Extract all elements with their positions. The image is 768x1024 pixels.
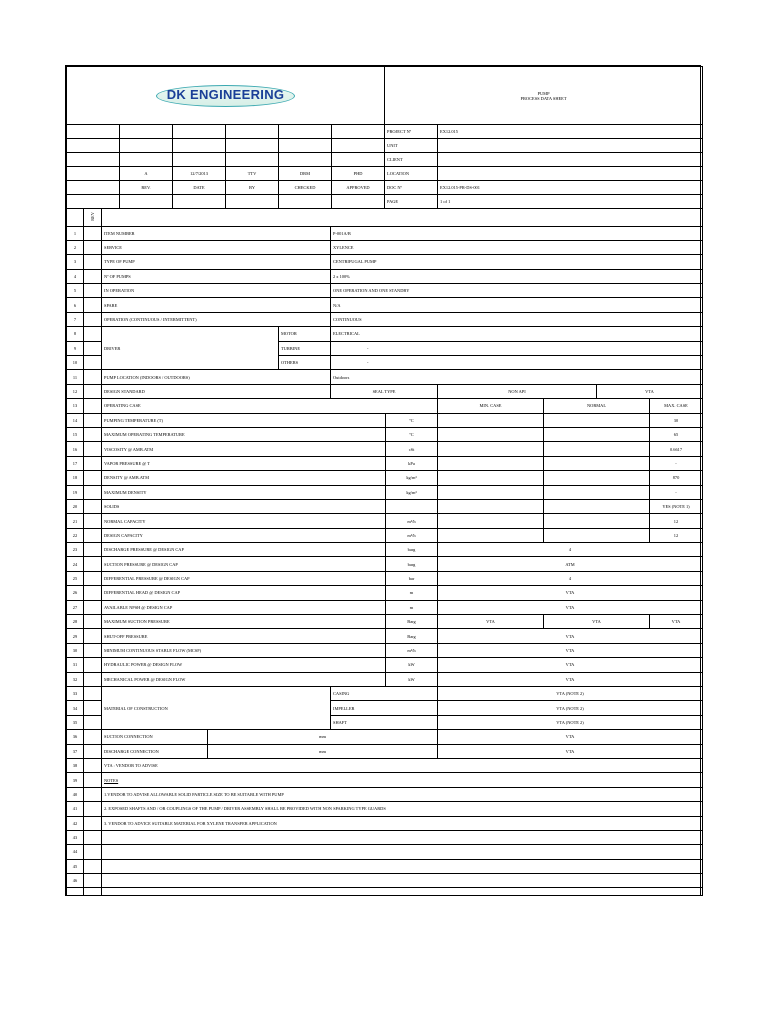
table-row: 14 PUMPING TEMPERATURE (T) ºC 30 xyxy=(67,413,703,427)
client-value xyxy=(438,153,703,167)
table-row: 28 MAXIMUM SUCTION PRESSURE Barg VTA VTA VTA xyxy=(67,615,703,629)
by-value: TTV xyxy=(226,167,279,181)
table-row: 27 AVAILABLE NPSH @ DESIGN CAP m VTA xyxy=(67,600,703,614)
checked-value: DRM xyxy=(279,167,332,181)
location-label: LOCATION xyxy=(385,167,438,181)
table-row: 32 MECHANICAL POWER @ DESIGN FLOW kW VTA xyxy=(67,672,703,686)
table-row: 24 SUCTION PRESSURE @ DESIGN CAP barg ATM xyxy=(67,557,703,571)
rev-column-header: REV xyxy=(84,209,102,226)
checked-header: CHECKED xyxy=(279,181,332,195)
table-row: 36 SUCTION CONNECTION mm VTA xyxy=(67,730,703,744)
company-logo xyxy=(156,85,296,107)
table-row: 40 1.VENDOR TO ADVISE ALLOWABLE SOLID PARTICLE SIZE TO BE SUITABLE WITH PUMP xyxy=(67,787,703,801)
approved-header: APPROVED xyxy=(332,181,385,195)
location-value xyxy=(438,167,703,181)
doc-no-label: DOC Nº xyxy=(385,181,438,195)
table-row: 20 SOLIDS YES (NOTE 1) xyxy=(67,499,703,513)
table-row: 6 SPARE N/A xyxy=(67,298,703,312)
table-row: 37 DISCHARGE CONNECTION mm VTA xyxy=(67,744,703,758)
unit-label: UNIT xyxy=(385,139,438,153)
page-value: 1 of 1 xyxy=(438,195,703,209)
sheet-title: PUMP PROCESS DATA SHEET xyxy=(385,67,703,125)
table-row: 31 HYDRAULIC POWER @ DESIGN FLOW kW VTA xyxy=(67,658,703,672)
table-row: 41 2. EXPOSED SHAFTS AND / OR COUPLINGS OF THE PUMP / DRIVER ASSEMBLY SHALL BE PROVIDED WITH NON SPARKING TYPE GUARDS xyxy=(67,802,703,816)
table-row: 25 DIFFERENTIAL PRESSURE @ DESIGN CAP bar 4 xyxy=(67,571,703,585)
table-row: 10 OTHERS - xyxy=(67,356,703,370)
table-row: 33 MATERIAL OF CONSTRUCTION CASING VTA (NOTE 2) xyxy=(67,687,703,701)
table-row: 16 VISCOSITY @ AMB.ATM cSt 0.6617 xyxy=(67,442,703,456)
table-row: 21 NORMAL CAPACITY m³/h 12 xyxy=(67,514,703,528)
table-row: 22 DESIGN CAPACITY m³/h 12 xyxy=(67,528,703,542)
table-row: 18 DENSITY @ AMB.ATM kg/m³ 870 xyxy=(67,471,703,485)
table-row: 35 SHAFT VTA (NOTE 2) xyxy=(67,715,703,729)
project-no-label: PROJECT Nº xyxy=(385,125,438,139)
logo-cell xyxy=(67,67,385,125)
table-row: 11 PUMP LOCATION (INDOORS / OUTDOORS) Outdoors xyxy=(67,370,703,384)
process-data-table xyxy=(66,209,703,896)
data-sheet xyxy=(65,65,701,896)
table-row: 23 DISCHARGE PRESSURE @ DESIGN CAP barg 4 xyxy=(67,543,703,557)
table-row: 2 SERVICE XYLENCE xyxy=(67,240,703,254)
approved-value: PHD xyxy=(332,167,385,181)
table-row: 30 MINIMUM CONTINUOUS STABLE FLOW (MCSF) m³/h VTA xyxy=(67,643,703,657)
table-row: 4 Nº OF PUMPS 2 x 100% xyxy=(67,269,703,283)
table-row: 17 VAPOR PRESSURE @ T kPa - xyxy=(67,456,703,470)
table-row: 19 MAXIMUM DENSITY kg/m³ - xyxy=(67,485,703,499)
table-row: 8 DRIVER MOTOR ELECTRICAL xyxy=(67,327,703,341)
table-row: 39 NOTES xyxy=(67,773,703,787)
table-row: 7 OPERATION (CONTINUOUS / INTERMITTENT) CONTINUOUS xyxy=(67,312,703,326)
date-header: DATE xyxy=(173,181,226,195)
table-row: 45 xyxy=(67,859,703,873)
table-row: 44 xyxy=(67,845,703,859)
logo-text: DK ENGINEERING xyxy=(166,86,285,102)
table-row: 13 OPERATING CASE MIN. CASE NORMAL MAX. CASE xyxy=(67,399,703,413)
project-no-value: EX12.015 xyxy=(438,125,703,139)
notes-heading: NOTES xyxy=(102,773,703,787)
table-row: 43 xyxy=(67,830,703,844)
header-table xyxy=(66,66,703,209)
table-row: 9 TURBINE - xyxy=(67,341,703,355)
rev-value: A xyxy=(120,167,173,181)
table-row: 1 ITEM NUMBER P-001A/B xyxy=(67,226,703,240)
table-row: 12 DESIGN STANDARD SEAL TYPE NON API VTA xyxy=(67,384,703,398)
page-label: PAGE xyxy=(385,195,438,209)
table-row: 46 xyxy=(67,874,703,888)
table-row: 29 SHUT-OFF PRESSURE Barg VTA xyxy=(67,629,703,643)
date-value: 12/7/2013 xyxy=(173,167,226,181)
client-label: CLIENT xyxy=(385,153,438,167)
table-row: 42 3. VENDOR TO ADVICE SUITABLE MATERIAL FOR XYLENE TRANSFER APPLICATION xyxy=(67,816,703,830)
table-row: 15 MAXIMUM OPERATING TEMPERATURE ºC 65 xyxy=(67,427,703,441)
doc-no-value: EX12.015-PR-DS-001 xyxy=(438,181,703,195)
table-row: 3 TYPE OF PUMP CENTRIFUGAL PUMP xyxy=(67,255,703,269)
table-row: 34 IMPELLER VTA (NOTE 2) xyxy=(67,701,703,715)
table-row: 38 VTA : VENDOR TO ADVISE xyxy=(67,758,703,772)
unit-value xyxy=(438,139,703,153)
table-row: 5 IN OPERATION ONE OPERATION AND ONE STANDBY xyxy=(67,284,703,298)
rev-header: REV. xyxy=(120,181,173,195)
table-row: 26 DIFFERENTIAL HEAD @ DESIGN CAP m VTA xyxy=(67,586,703,600)
by-header: BY xyxy=(226,181,279,195)
